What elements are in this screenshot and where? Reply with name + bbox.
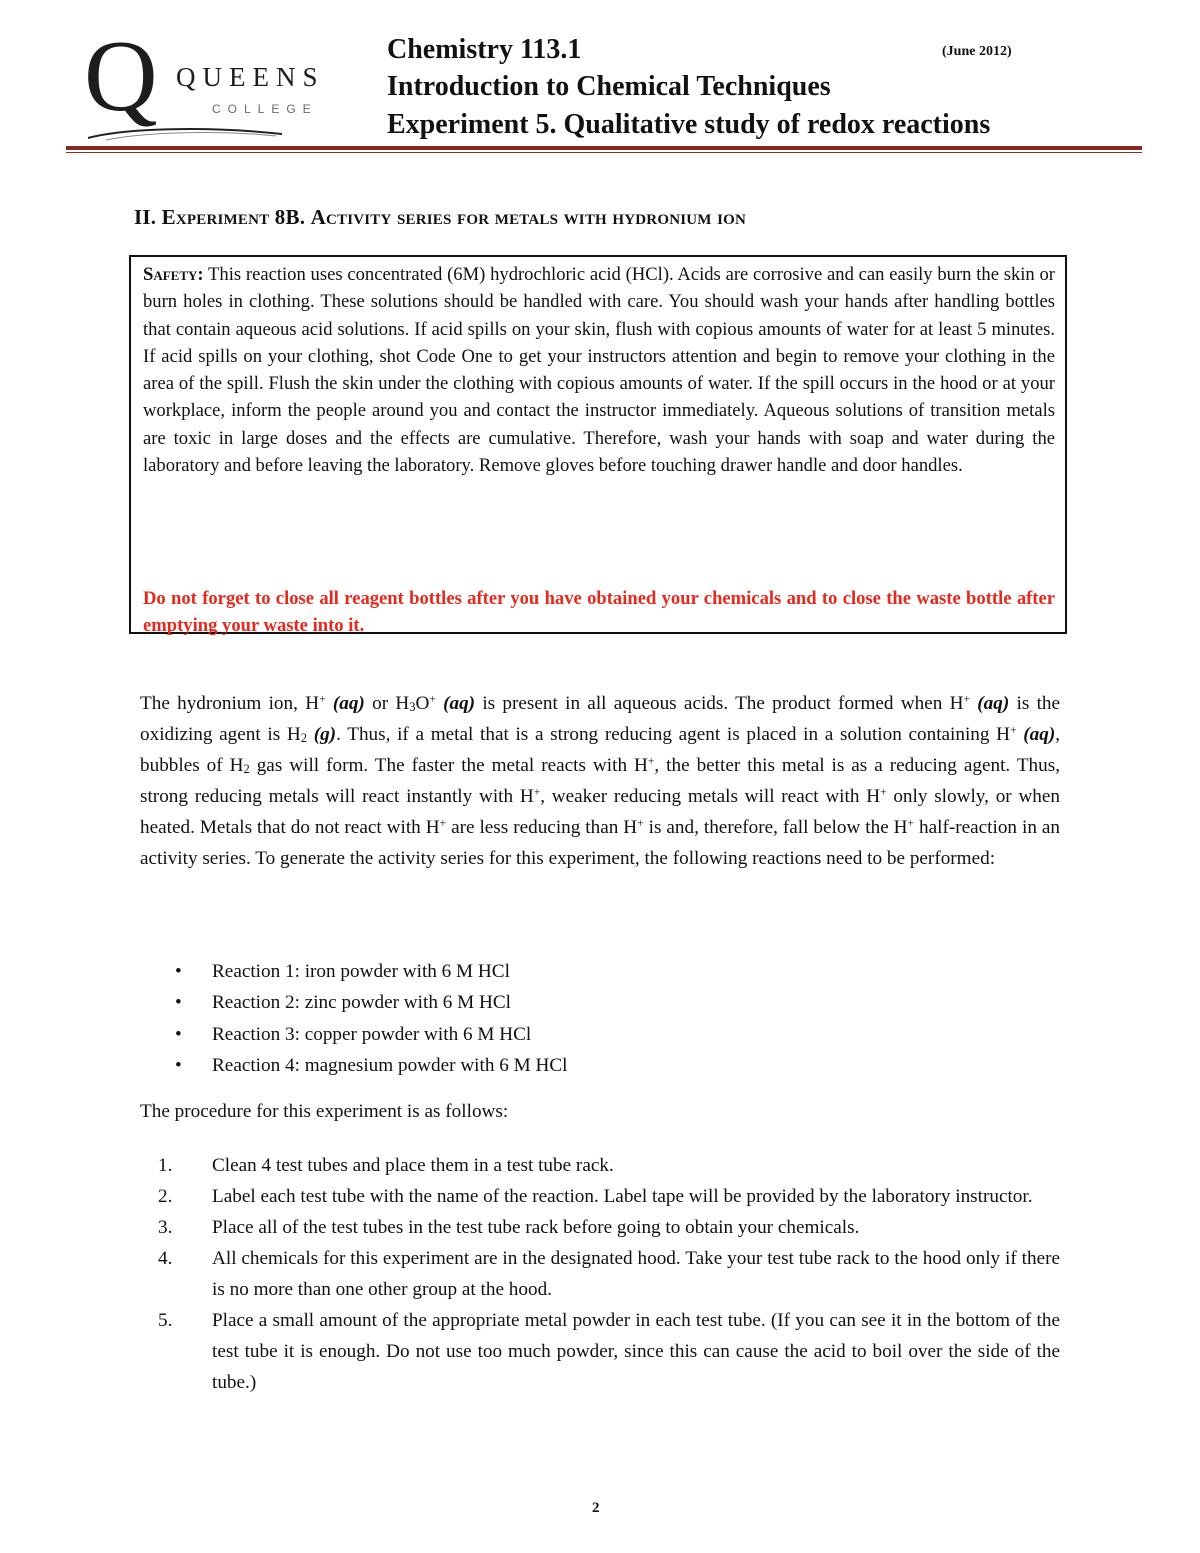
logo-swoosh-icon <box>86 124 286 148</box>
queens-college-logo <box>84 20 384 136</box>
safety-text <box>143 261 1055 479</box>
experiment-title: Experiment 5. Qualitative study of redox reactions <box>387 109 991 140</box>
section-title-topic: Activity series for metals with hydronium ion <box>310 205 747 229</box>
header-divider-thin <box>66 152 1142 153</box>
safety-warning: Do not forget to close all reagent bottles after you have obtained your chemicals and to close the waste bottle after emptying your waste into it. <box>143 588 1055 636</box>
course-title: Chemistry 113.1 <box>387 34 582 65</box>
list-item: • Reaction 2: zinc powder with 6 M HCl <box>175 987 1035 1018</box>
header-divider <box>66 146 1142 150</box>
list-item: 5. Place a small amount of the appropriate metal powder in each test tube. (If you can see it in the bottom of the test tube it is enough. Do not use too much powder, since this can cause the acid to boil over the side of the tube.) <box>158 1310 1060 1393</box>
bullet-icon: • <box>175 1054 182 1076</box>
section-heading <box>134 205 746 230</box>
procedure-steps <box>158 1150 1060 1398</box>
bullet-icon: • <box>175 1023 182 1045</box>
reaction-list <box>175 956 1035 1081</box>
logo-college-text: COLLEGE <box>212 102 318 116</box>
list-item: 4. All chemicals for this experiment are in the designated hood. Take your test tube rack to the hood only if there is no more than one other group at the hood. <box>158 1248 1060 1300</box>
bullet-icon: • <box>175 961 182 982</box>
list-item: • Reaction 3: copper powder with 6 M HCl <box>175 1019 1035 1050</box>
list-item: • Reaction 1: iron powder with 6 M HCl <box>175 956 1035 987</box>
list-item: 2. Label each test tube with the name of the reaction. Label tape will be provided by the laboratory instructor. <box>158 1186 1033 1207</box>
safety-label: Safety: <box>143 264 204 285</box>
logo-queens-text: QUEENS <box>176 62 325 92</box>
bullet-icon: • <box>175 992 182 1014</box>
safety-body: This reaction uses concentrated (6M) hydrochloric acid (HCl). Acids are corrosive and can easily burn the skin or burn holes in clothing. These solutions should be handled with care. You should wash your hands after handling bottles that contain aqueous acid solutions. If acid spills on your skin, flush with copious amounts of water for at least 5 minutes. If acid spills on your clothing, shot Code One to get your instructors attention and begin to remove your clothing in the area of the spill. Flush the skin under the clothing with copious amounts of water. If the spill occurs in the hood or at your workplace, inform the people around you and contact the instructor immediately. Aqueous solutions of transition metals are toxic in large doses and the effects are cumulative. Therefore, wash your hands with soap and water during the laboratory and before leaving the laboratory. Remove gloves before touching drawer handle and door handles. <box>143 264 1056 477</box>
list-item: 1. Clean 4 test tubes and place them in a test tube rack. <box>158 1155 614 1176</box>
section-numeral: II. <box>134 205 157 229</box>
course-subtitle: Introduction to Chemical Techniques <box>387 71 831 102</box>
list-item: 3. Place all of the test tubes in the test tube rack before going to obtain your chemicals. <box>158 1217 860 1238</box>
section-title-experiment: Experiment 8B. <box>161 205 306 229</box>
page-number: 2 <box>592 1500 600 1516</box>
course-date: (June 2012) <box>942 44 1012 59</box>
list-item: • Reaction 4: magnesium powder with 6 M HCl <box>175 1050 1035 1081</box>
procedure-intro: The procedure for this experiment is as follows: <box>140 1101 509 1122</box>
logo-q-letter: Q <box>84 20 158 133</box>
safety-box <box>129 255 1067 634</box>
intro-paragraph: The hydronium ion, H+ (aq) or $H_3O^+$ (aq) is present in all aqueous acids. The product formed when H+ (aq) is the oxidizing agent is $H_2$ (g). Thus, if a metal that is a strong reducing agent is placed in a solution containing H+ (aq), bubbles of $H_2$ gas will form. The faster the metal reacts with H+, the better this metal is as a reducing agent. Thus, strong reducing metals will react instantly with H+, weaker reducing metals will react with H+ only slowly, or when heated. Metals that do not react with H+ are less reducing than H+ is and, therefore, fall below the H+ half-reaction in an activity series. To generate the activity series for this experiment, the following reactions need to be performed: <box>140 693 1061 869</box>
page-header <box>0 0 1200 160</box>
